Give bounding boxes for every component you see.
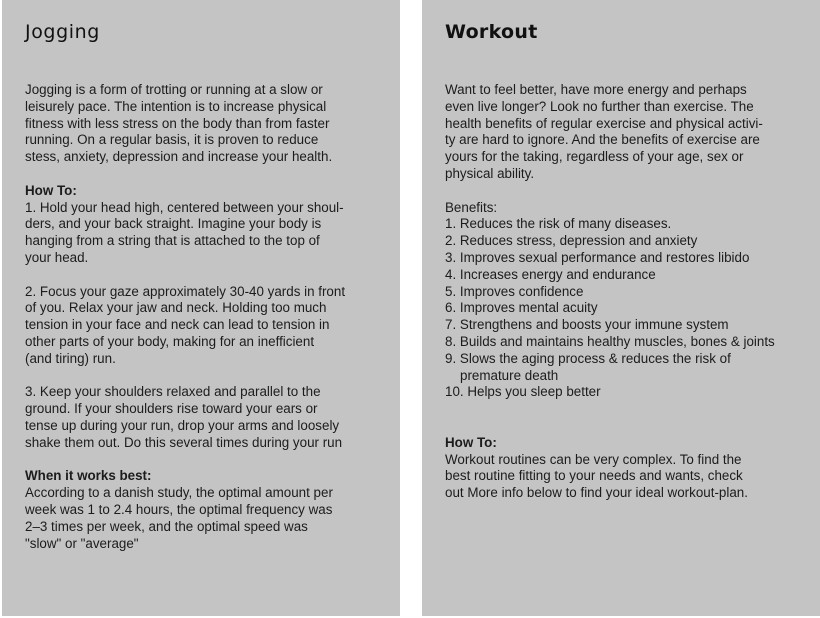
- jogging-card: [2, 0, 400, 616]
- benefit-item: 5. Improves confidence: [445, 283, 584, 299]
- benefit-item: 10. Helps you sleep better: [445, 384, 601, 400]
- workout-benefits-heading: Benefits:: [445, 199, 498, 215]
- jogging-best-heading: When it works best:: [25, 468, 152, 484]
- jogging-step-3: 3. Keep your shoulders relaxed and parallel to the ground. If your shoulders rise toward your ears or tense up during your run, drop your arms and loosely shake them out. Do this several times during your run: [25, 384, 343, 450]
- workout-title: Workout: [445, 21, 538, 43]
- benefit-item: 4. Increases energy and endurance: [445, 266, 656, 282]
- benefit-item-text: 9. Slows the aging process & reduces the risk of: [445, 350, 731, 366]
- workout-howto-text: Workout routines can be very complex. To find the best routine fitting to your needs and wants, check out More info below to find your ideal workout-plan.: [445, 451, 748, 501]
- jogging-title: Jogging: [25, 21, 100, 43]
- jogging-howto-heading: How To:: [25, 182, 77, 198]
- workout-card: [422, 0, 820, 616]
- jogging-best-text: According to a danish study, the optimal amount per week was 1 to 2.4 hours, the optimal frequency was 2–3 times per week, and the optimal speed was "slow" or "average": [25, 485, 333, 551]
- jogging-intro: Jogging is a form of trotting or running at a slow or leisurely pace. The intention is to increase physical fitness with less stress on the body than from faster running. On a regular basis, it is proven to reduce stess, anxiety, depression and increase your health.: [25, 82, 333, 165]
- jogging-step-1: 1. Hold your head high, centered between your shoul- ders, and your back straight. Imagine your body is hanging from a string that is attached to the top of your head.: [25, 199, 344, 265]
- benefit-item: 7. Strengthens and boosts your immune system: [445, 317, 729, 333]
- workout-benefits-list: [445, 216, 820, 401]
- benefit-item: [445, 351, 820, 385]
- benefit-item: 6. Improves mental acuity: [445, 300, 598, 316]
- workout-intro: Want to feel better, have more energy and perhaps even live longer? Look no further than exercise. The health benefits of regular exercise and physical activi- ty are hard to ignore. And the benefits of exercise are yours for the taking, regardless of your age, sex or physical ability.: [445, 82, 763, 181]
- benefit-item-continuation: premature death: [460, 367, 559, 383]
- workout-howto-heading: How To:: [445, 434, 497, 450]
- benefit-item: 3. Improves sexual performance and restores libido: [445, 249, 750, 265]
- benefit-item: 1. Reduces the risk of many diseases.: [445, 216, 672, 232]
- benefit-item: 8. Builds and maintains healthy muscles, bones & joints: [445, 333, 775, 349]
- jogging-step-2: 2. Focus your gaze approximately 30-40 yards in front of you. Relax your jaw and neck. Holding too much tension in your face and neck can lead to tension in other parts of your body, making for an inefficient (and tiring) run.: [25, 283, 346, 366]
- benefit-item: 2. Reduces stress, depression and anxiety: [445, 233, 698, 249]
